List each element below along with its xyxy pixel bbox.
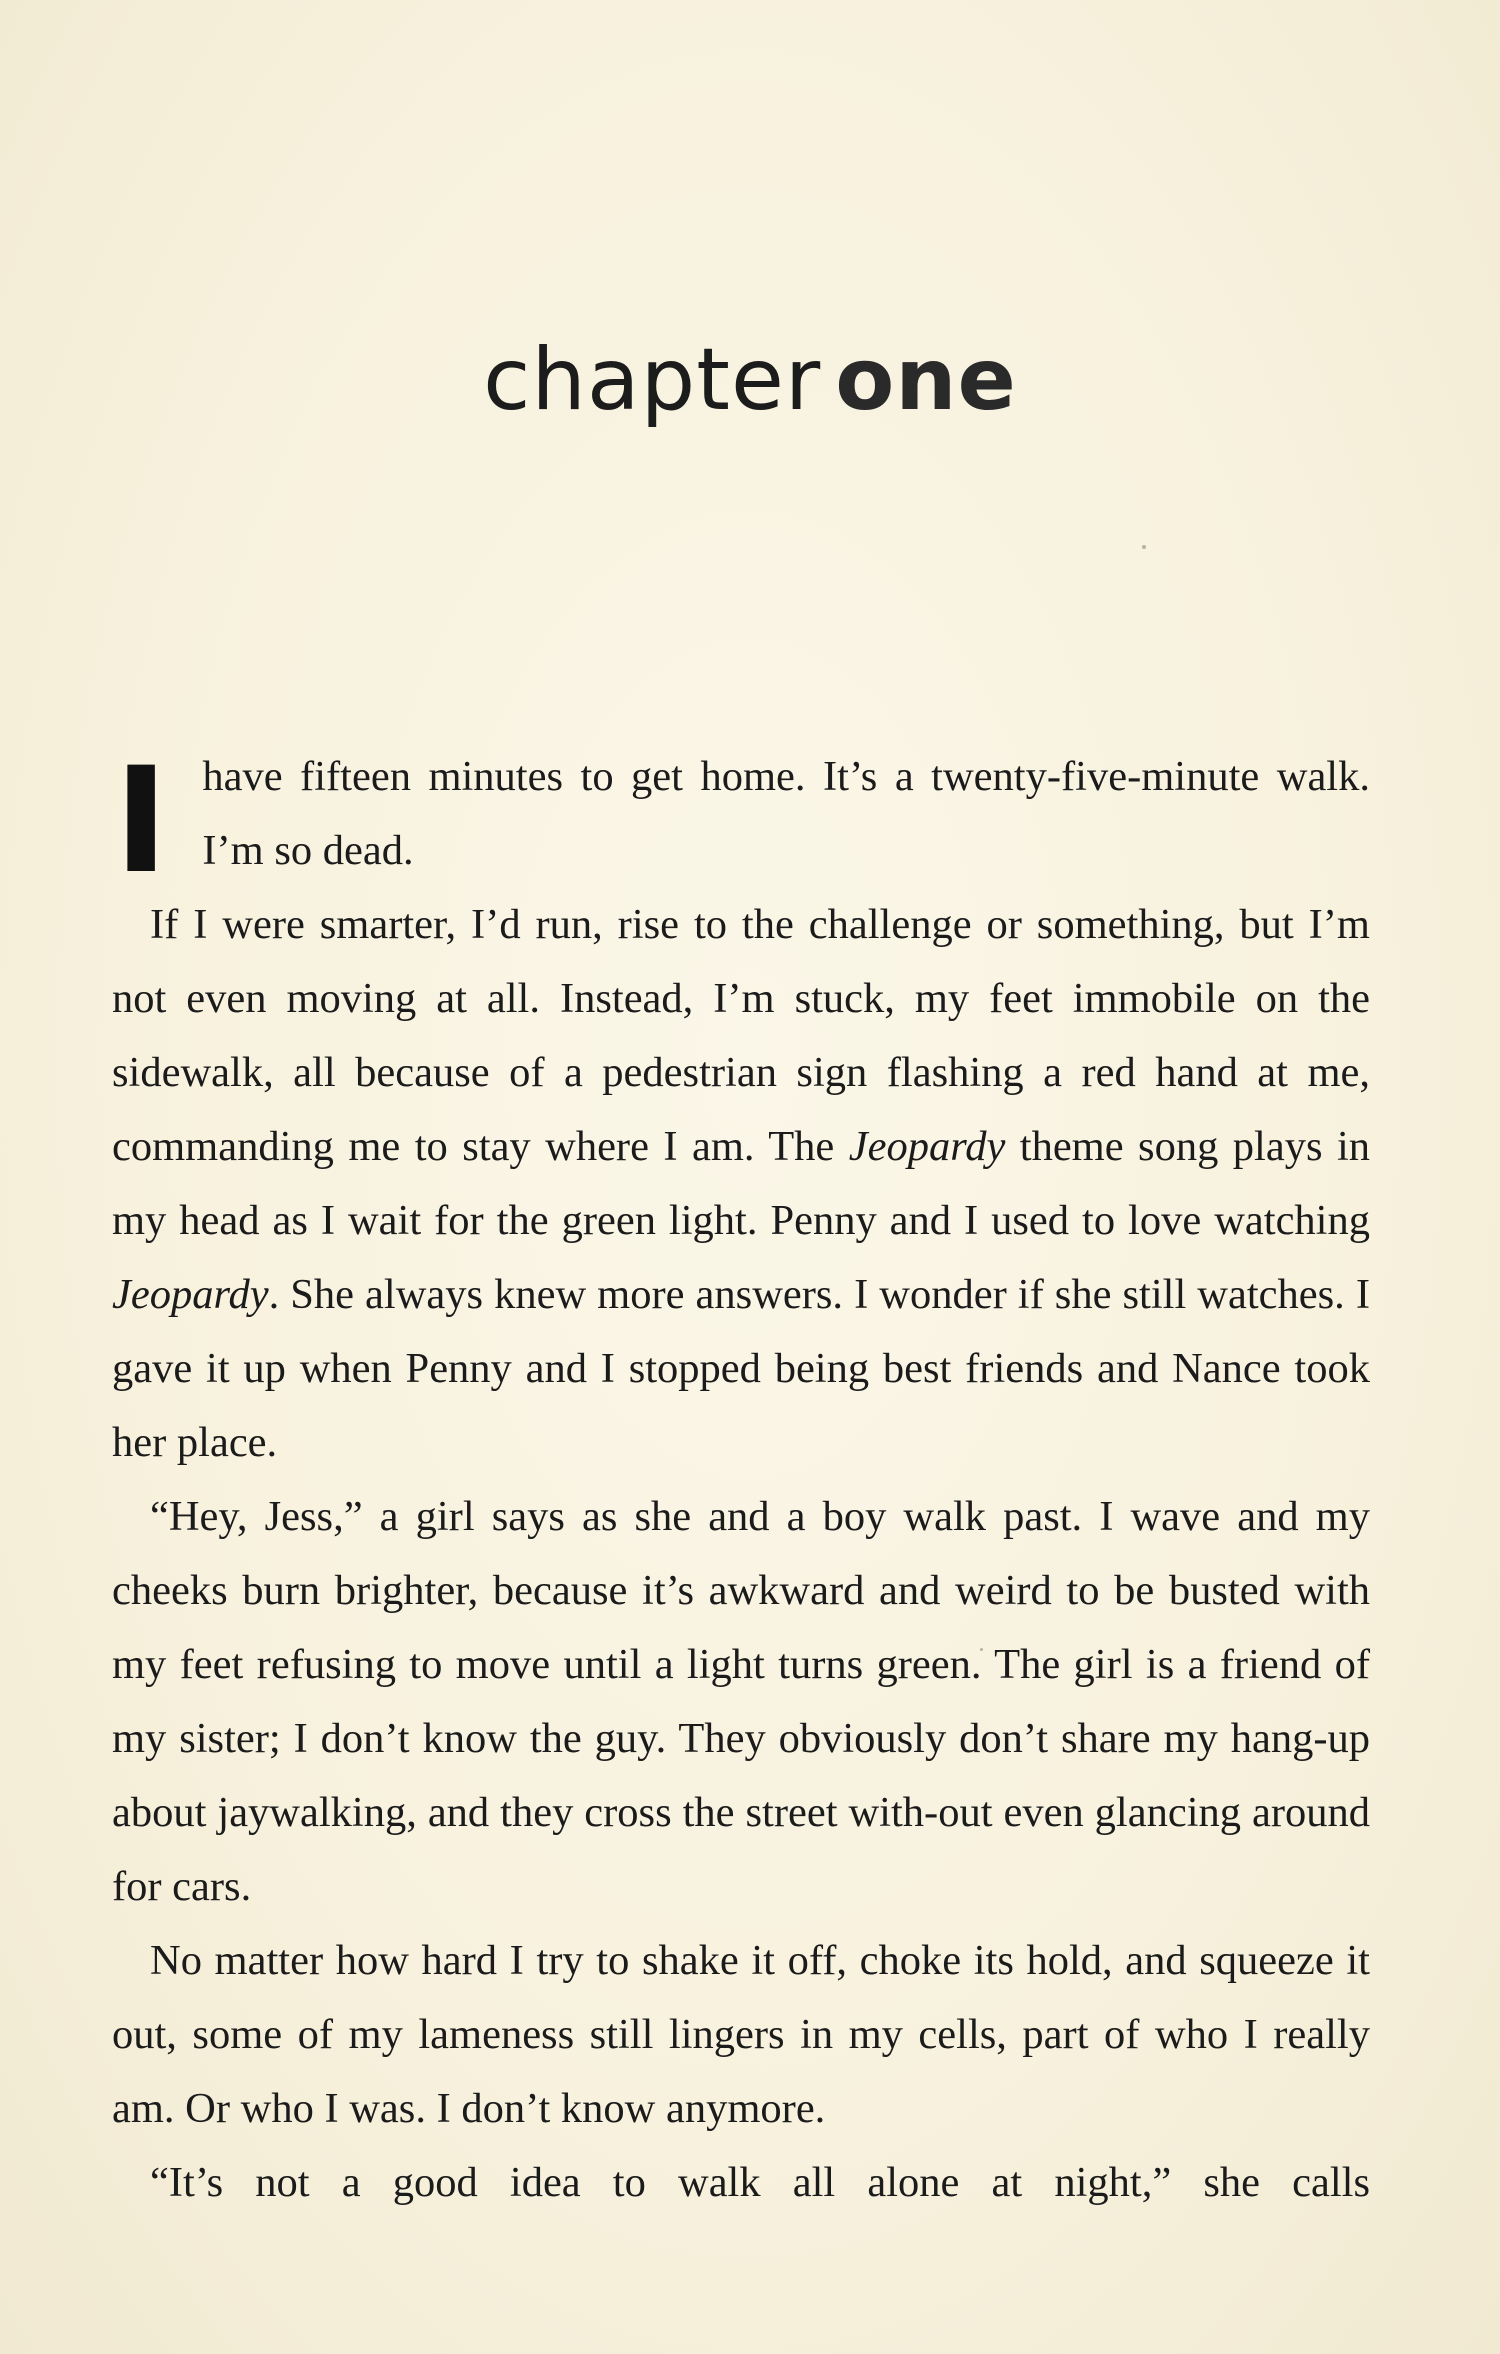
paragraph-no-matter [112, 1924, 1370, 2146]
drop-cap: I [114, 736, 169, 906]
chapter-word: chapter [483, 330, 822, 430]
paragraph-text: . She always knew more answers. I wonder if she still watches. I gave it up when Penny and I stopped being best friends and Nance took her place. [112, 1271, 1370, 1466]
chapter-body [112, 736, 1370, 2220]
opening-line-1: have fifteen minutes to get home. It’s a twenty-five-minute walk. I’m so dead. [202, 753, 1370, 874]
show-title-italic: Jeopardy [848, 1123, 1006, 1170]
paragraph-not-good-idea [112, 2146, 1370, 2220]
paper-speck [1142, 545, 1146, 549]
paragraph-text: “Hey, Jess,” a girl says as she and a boy walk past. I wave and my cheeks burn brighter, because it’s awkward and weird to be busted with my feet refusing to move until a light turns green. The girl is a friend of my sister; I don’t know the guy. They obviously don’t share my hang-up about jaywalking, and they cross the street with-out even glancing around for cars. [112, 1493, 1370, 1910]
paragraph-text: “It’s not a good idea to walk all alone at night,” she calls [150, 2159, 1370, 2206]
paragraph-text: If I were smarter, I’d run, rise to the challenge or something, but I’m not even moving at all. Instead, I’m stuck, my feet immobile on the sidewalk, all because of a pedestrian sign flashing a red hand at me, commanding me to stay where I am. The [112, 901, 1370, 1170]
chapter-number: one [835, 330, 1017, 430]
paragraph-text: theme song plays in my head as I wait for the green light. Penny and I used to love watching [112, 1123, 1370, 1244]
paragraph-text: No matter how hard I try to shake it off, choke its hold, and squeeze it out, some of my lameness still lingers in my cells, part of who I really am. Or who I was. I don’t know anymore. [112, 1937, 1370, 2132]
show-title-italic: Jeopardy [112, 1271, 269, 1318]
paragraph-hey-jess [112, 1480, 1370, 1924]
chapter-heading [0, 330, 1500, 430]
paragraph-jeopardy [112, 888, 1370, 1480]
paragraph-opening [112, 736, 1370, 906]
